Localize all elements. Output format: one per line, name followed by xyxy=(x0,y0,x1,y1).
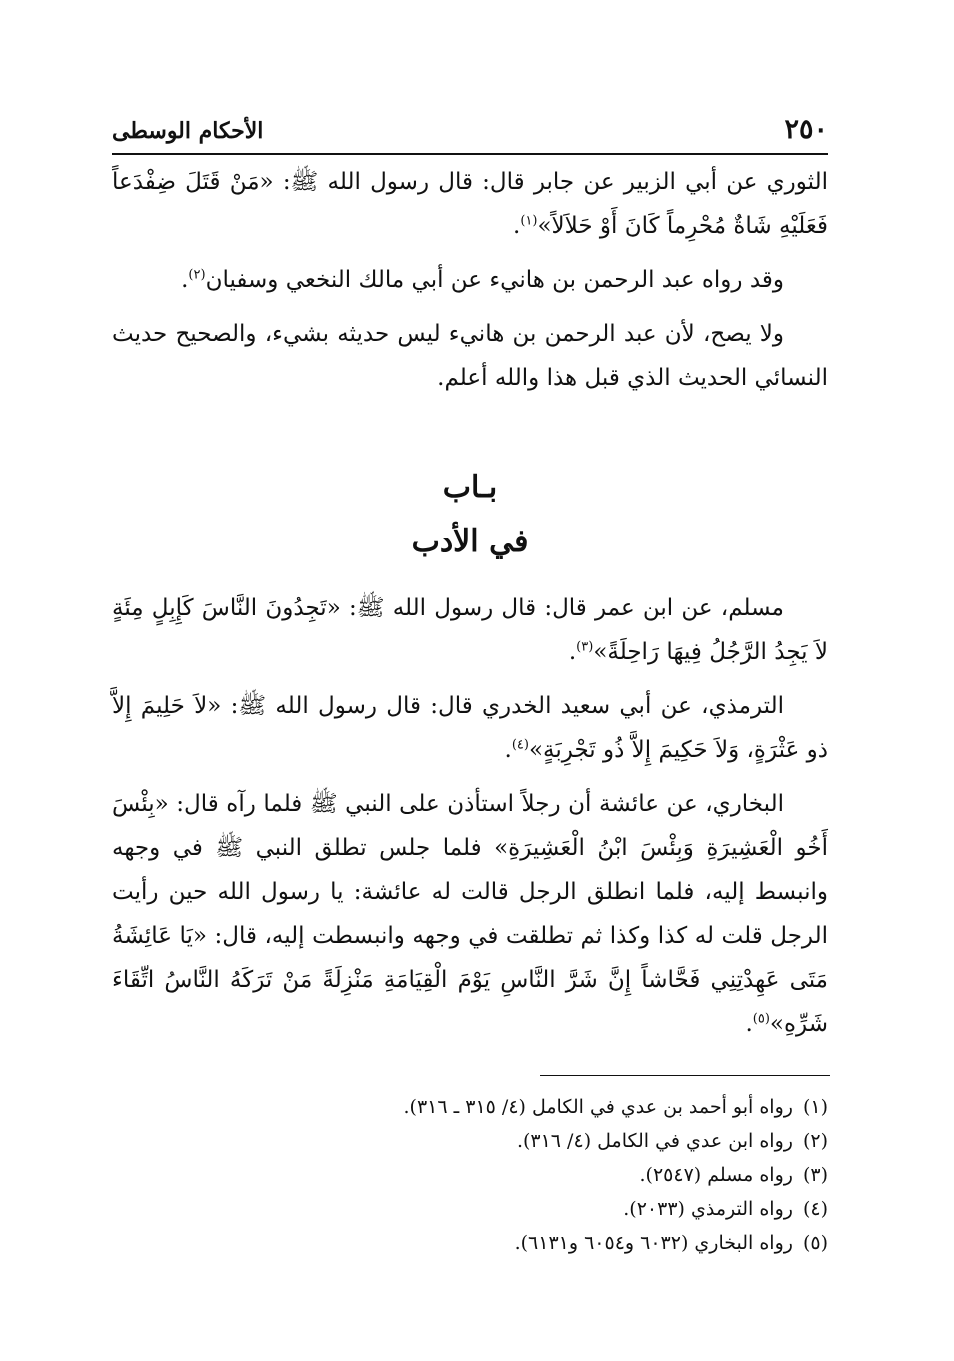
footnote-text: رواه مسلم (٢٥٤٧). xyxy=(639,1164,793,1186)
footnote xyxy=(128,1226,828,1260)
footnotes xyxy=(128,1090,828,1260)
paragraph-end: . xyxy=(513,213,521,239)
footnote xyxy=(128,1192,828,1226)
paragraph-text: وقد رواه عبد الرحمن بن هانيء عن أبي مالك النخعي وسفيان xyxy=(205,267,784,293)
footnote-ref: (٤) xyxy=(511,737,529,753)
footnote-number: (٥) xyxy=(802,1232,828,1254)
paragraph xyxy=(112,160,828,248)
footnote-number: (٣) xyxy=(802,1164,828,1186)
running-head xyxy=(112,112,828,152)
footnote-ref: (٥) xyxy=(752,1011,770,1027)
paragraph-end: . xyxy=(504,737,512,763)
book-title: الأحكام الوسطى xyxy=(112,118,264,144)
paragraph xyxy=(112,782,828,1046)
footnote xyxy=(128,1090,828,1124)
page-number: ٢٥٠ xyxy=(784,114,828,145)
footnote xyxy=(128,1158,828,1192)
footnote-ref: (٢) xyxy=(188,267,206,283)
paragraph xyxy=(112,684,828,772)
chapter-heading xyxy=(112,464,828,566)
paragraph xyxy=(112,586,828,674)
chapter-title: في الأدب xyxy=(411,524,529,559)
paragraph xyxy=(112,312,828,400)
paragraph xyxy=(112,258,828,302)
footnote-text: رواه ابن عدي في الكامل (٤/ ٣١٦). xyxy=(516,1130,793,1152)
footnote-text: رواه الترمذي (٢٠٣٣). xyxy=(623,1198,793,1220)
paragraph-text: مسلم، عن ابن عمر قال: قال رسول الله ﷺ: «تَجِدُونَ النَّاسَ كَإِبِلٍ مِئَةٍ لاَ يَجِدُ الرَّجُلُ فِيهَا رَاحِلَةً» xyxy=(112,595,828,665)
paragraph-end: . xyxy=(568,639,577,665)
footnote-number: (٤) xyxy=(802,1198,828,1220)
paragraph-end: . xyxy=(745,1011,753,1037)
footnote-number: (٢) xyxy=(802,1130,828,1152)
paragraph-text: البخاري، عن عائشة أن رجلاً استأذن على النبي ﷺ فلما رآه قال: «بِئْسَ أَخُو الْعَشِيرَةِ وَبِئْسَ ابْنُ الْعَشِيرَةِ» فلما جلس تطلق النبي ﷺ في وجهه وانبسط إليه، فلما انطلق الرجل قالت له عائشة: يا رسول الله حين رأيت الرجل قلت له كذا وكذا ثم تطلقت في وجهه وانبسطت إليه، قال: «يَا عَائِشَةُ مَتَى عَهِدْتِنِي فَحَّاشاً إِنَّ شَرَّ النَّاسِ يَوْمَ الْقِيَامَةِ مَنْزِلَةً مَنْ تَرَكَهُ النَّاسُ اتِّقَاءَ شَرِّهِ» xyxy=(112,791,828,1037)
chapter-label: بـاب xyxy=(442,470,498,505)
main-text xyxy=(112,160,828,1056)
footnote-text: رواه أبو أحمد بن عدي في الكامل (٤/ ٣١٥ ـ ٣١٦). xyxy=(403,1096,793,1118)
paragraph-text: الثوري عن أبي الزبير عن جابر قال: قال رسول الله ﷺ: «مَنْ قَتَلَ ضِفْدَعاً فَعَلَيْهِ شَاةٌ مُحْرِماً كَانَ أَوْ حَلاَلاً» xyxy=(112,169,828,239)
header-rule xyxy=(112,153,828,155)
footnote-number: (١) xyxy=(802,1096,828,1118)
footnote-rule xyxy=(540,1075,830,1076)
footnote xyxy=(128,1124,828,1158)
footnote-ref: (١) xyxy=(520,213,538,229)
paragraph-end: . xyxy=(181,267,189,293)
footnote-ref: (٣) xyxy=(576,639,594,655)
footnote-text: رواه البخاري (٦٠٣٢ و٦٠٥٤ و٦١٣١). xyxy=(514,1232,793,1254)
paragraph-text: الترمذي، عن أبي سعيد الخدري قال: قال رسول الله ﷺ: «لاَ حَلِيمَ إِلاَّ ذو عَثْرَةٍ، وَلاَ حَكِيمَ إِلاَّ ذُو تَجْرِبَةٍ» xyxy=(112,693,828,763)
paragraph-text: ولا يصح، لأن عبد الرحمن بن هانيء ليس حديثه بشيء، والصحيح حديث النسائي الحديث الذي قبل هذا والله أعلم. xyxy=(112,321,828,391)
